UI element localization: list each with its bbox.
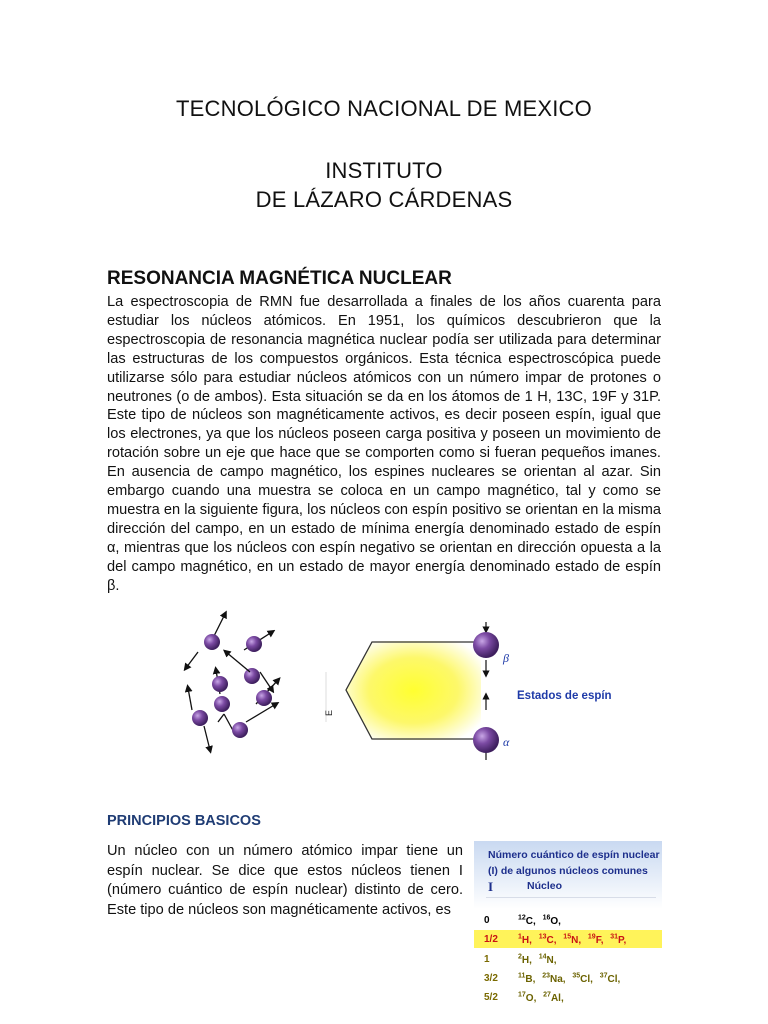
element-symbol: B [525,974,533,986]
table-caption-line1: Número cuántico de espín nuclear [488,849,660,861]
nucleus: $^{16}$O, [542,915,561,928]
element-symbol: Na [550,974,563,986]
nucleus: $^{15}$N, [563,934,582,947]
nucleus: $^1$H, [518,934,532,947]
nucleus: $^{35}$Cl, [572,973,593,986]
table-row [474,911,662,929]
intro-paragraph: La espectroscopia de RMN fue desarrollada a finales de los años cuarenta para estudiar los núcleos atómicos. En 1951, los químicos descubrieron que la espectroscopia de resonancia magnética nuclear podía ser utilizada para determinar las estructuras de los compuestos orgánicos. Esta técnica espectroscópica puede utilizarse sólo para estudiar núcleos atómicos con un número impar de protones o neutrones (o de ambos). Esta situación se da en los átomos de 1 H, 13C, 19F y 31P. Este tipo de núcleos son magnéticamente activos, es decir poseen espín, igual que los electrones, ya que los núcleos poseen carga positiva y poseen un movimiento de rotación sobre un eje que hace que se comporten como si fueran pequeños imanes. En ausencia de campo magnético, los espines nucleares se orientan al azar. Sin embargo cuando una muestra se coloca en un campo magnético, tal y como se muestra en la siguiente figura, los núcleos con espín positivo se orientan en la misma dirección del campo, en un estado de mínima energía denominado estado de espín α, mientras que los núcleos con espín negativo se orientan en dirección opuesta a la del campo magnético, en un estado de mayor energía denominado estado de espín β. [107,294,661,594]
element-symbol: Cl [607,974,618,986]
spin-states-diagram [180,610,650,775]
spin-states-label: Estados de espín [517,690,612,702]
random-spins-cluster [186,614,278,750]
element-symbol: O [550,916,559,928]
nucleus: $^{17}$O, [518,992,537,1005]
mass-number: 14 [538,954,547,961]
mass-number: 27 [543,992,551,999]
spin-value: 1 [484,954,490,965]
mass-number: 11 [518,973,526,980]
nucleus: $^{11}$B, [518,973,536,986]
nuclei-list [518,954,557,966]
spin-states-figure [180,610,650,775]
element-symbol: Al [550,993,561,1005]
mass-number: 12 [518,915,526,922]
mass-number: 17 [518,992,526,999]
nucleus: $^{37}$Cl, [599,973,621,986]
energy-axis-label: E [324,709,334,716]
mass-number: 23 [542,973,550,980]
nuclei-list [518,915,561,927]
mass-number: 19 [587,934,596,941]
element-symbol: H [521,935,530,947]
table-divider [486,897,656,898]
campus-line: DE LÁZARO CÁRDENAS [255,187,513,212]
mass-number: 2 [518,954,522,961]
table-row [474,969,662,987]
element-symbol: C [525,916,534,928]
mass-number: 13 [538,934,547,941]
institute-line: INSTITUTO [325,158,443,183]
nucleus: $^{13}$C, [538,934,557,947]
nucleus: $^{31}$P, [610,934,627,947]
nucleus: $^2$H, [518,954,532,967]
element-symbol: P [618,935,624,947]
institution-name: TECNOLÓGICO NACIONAL DE MEXICO [176,96,592,121]
nuclei-list [518,934,626,946]
spin-column-header: I [488,879,494,894]
nucleus-column-header: Núcleo [527,880,563,892]
nucleus: $^{12}$C, [518,915,536,928]
table-row [474,988,662,1006]
mass-number: 15 [563,934,572,941]
element-symbol: C [546,935,554,947]
table-row [474,950,662,968]
mass-number: 16 [542,915,551,922]
mass-number: 37 [599,973,608,980]
principles-title: PRINCIPIOS BASICOS [107,813,261,829]
section-title: RESONANCIA MAGNÉTICA NUCLEAR [107,268,452,289]
mass-number: 31 [610,934,619,941]
nucleus: $^{19}$F, [587,934,604,947]
principles-paragraph: Un núcleo con un número atómico impar tiene un espín nuclear. Se dice que estos núcleos tienen I (número cuántico de espín nuclear) distinto de cero. Este tipo de núcleos son magnéticamente activos, es [107,843,463,918]
nucleus: $^{23}$Na, [542,973,566,986]
element-symbol: H [521,955,530,967]
beta-label: β [503,651,509,665]
element-symbol: N [546,955,554,967]
spin-value: 1/2 [484,934,498,945]
mass-number: 1 [518,934,522,941]
nuclei-list [518,973,620,985]
table-row [474,930,662,948]
table-caption-line2: (I) de algunos núcleos comunes [488,865,648,877]
alpha-label: α [503,735,510,749]
element-symbol: O [525,993,534,1005]
nucleus: $^{27}$Al, [543,992,564,1005]
element-symbol: F [595,935,601,947]
spin-value: 0 [484,915,490,926]
nuclei-list [518,992,564,1004]
spin-value: 5/2 [484,992,498,1003]
element-symbol: Cl [580,974,591,986]
nucleus: $^{14}$N, [538,954,557,967]
energy-splitting-diagram [326,622,499,760]
element-symbol: N [571,935,579,947]
mass-number: 35 [572,973,581,980]
spin-value: 3/2 [484,973,498,984]
spin-number-table [474,841,662,1005]
